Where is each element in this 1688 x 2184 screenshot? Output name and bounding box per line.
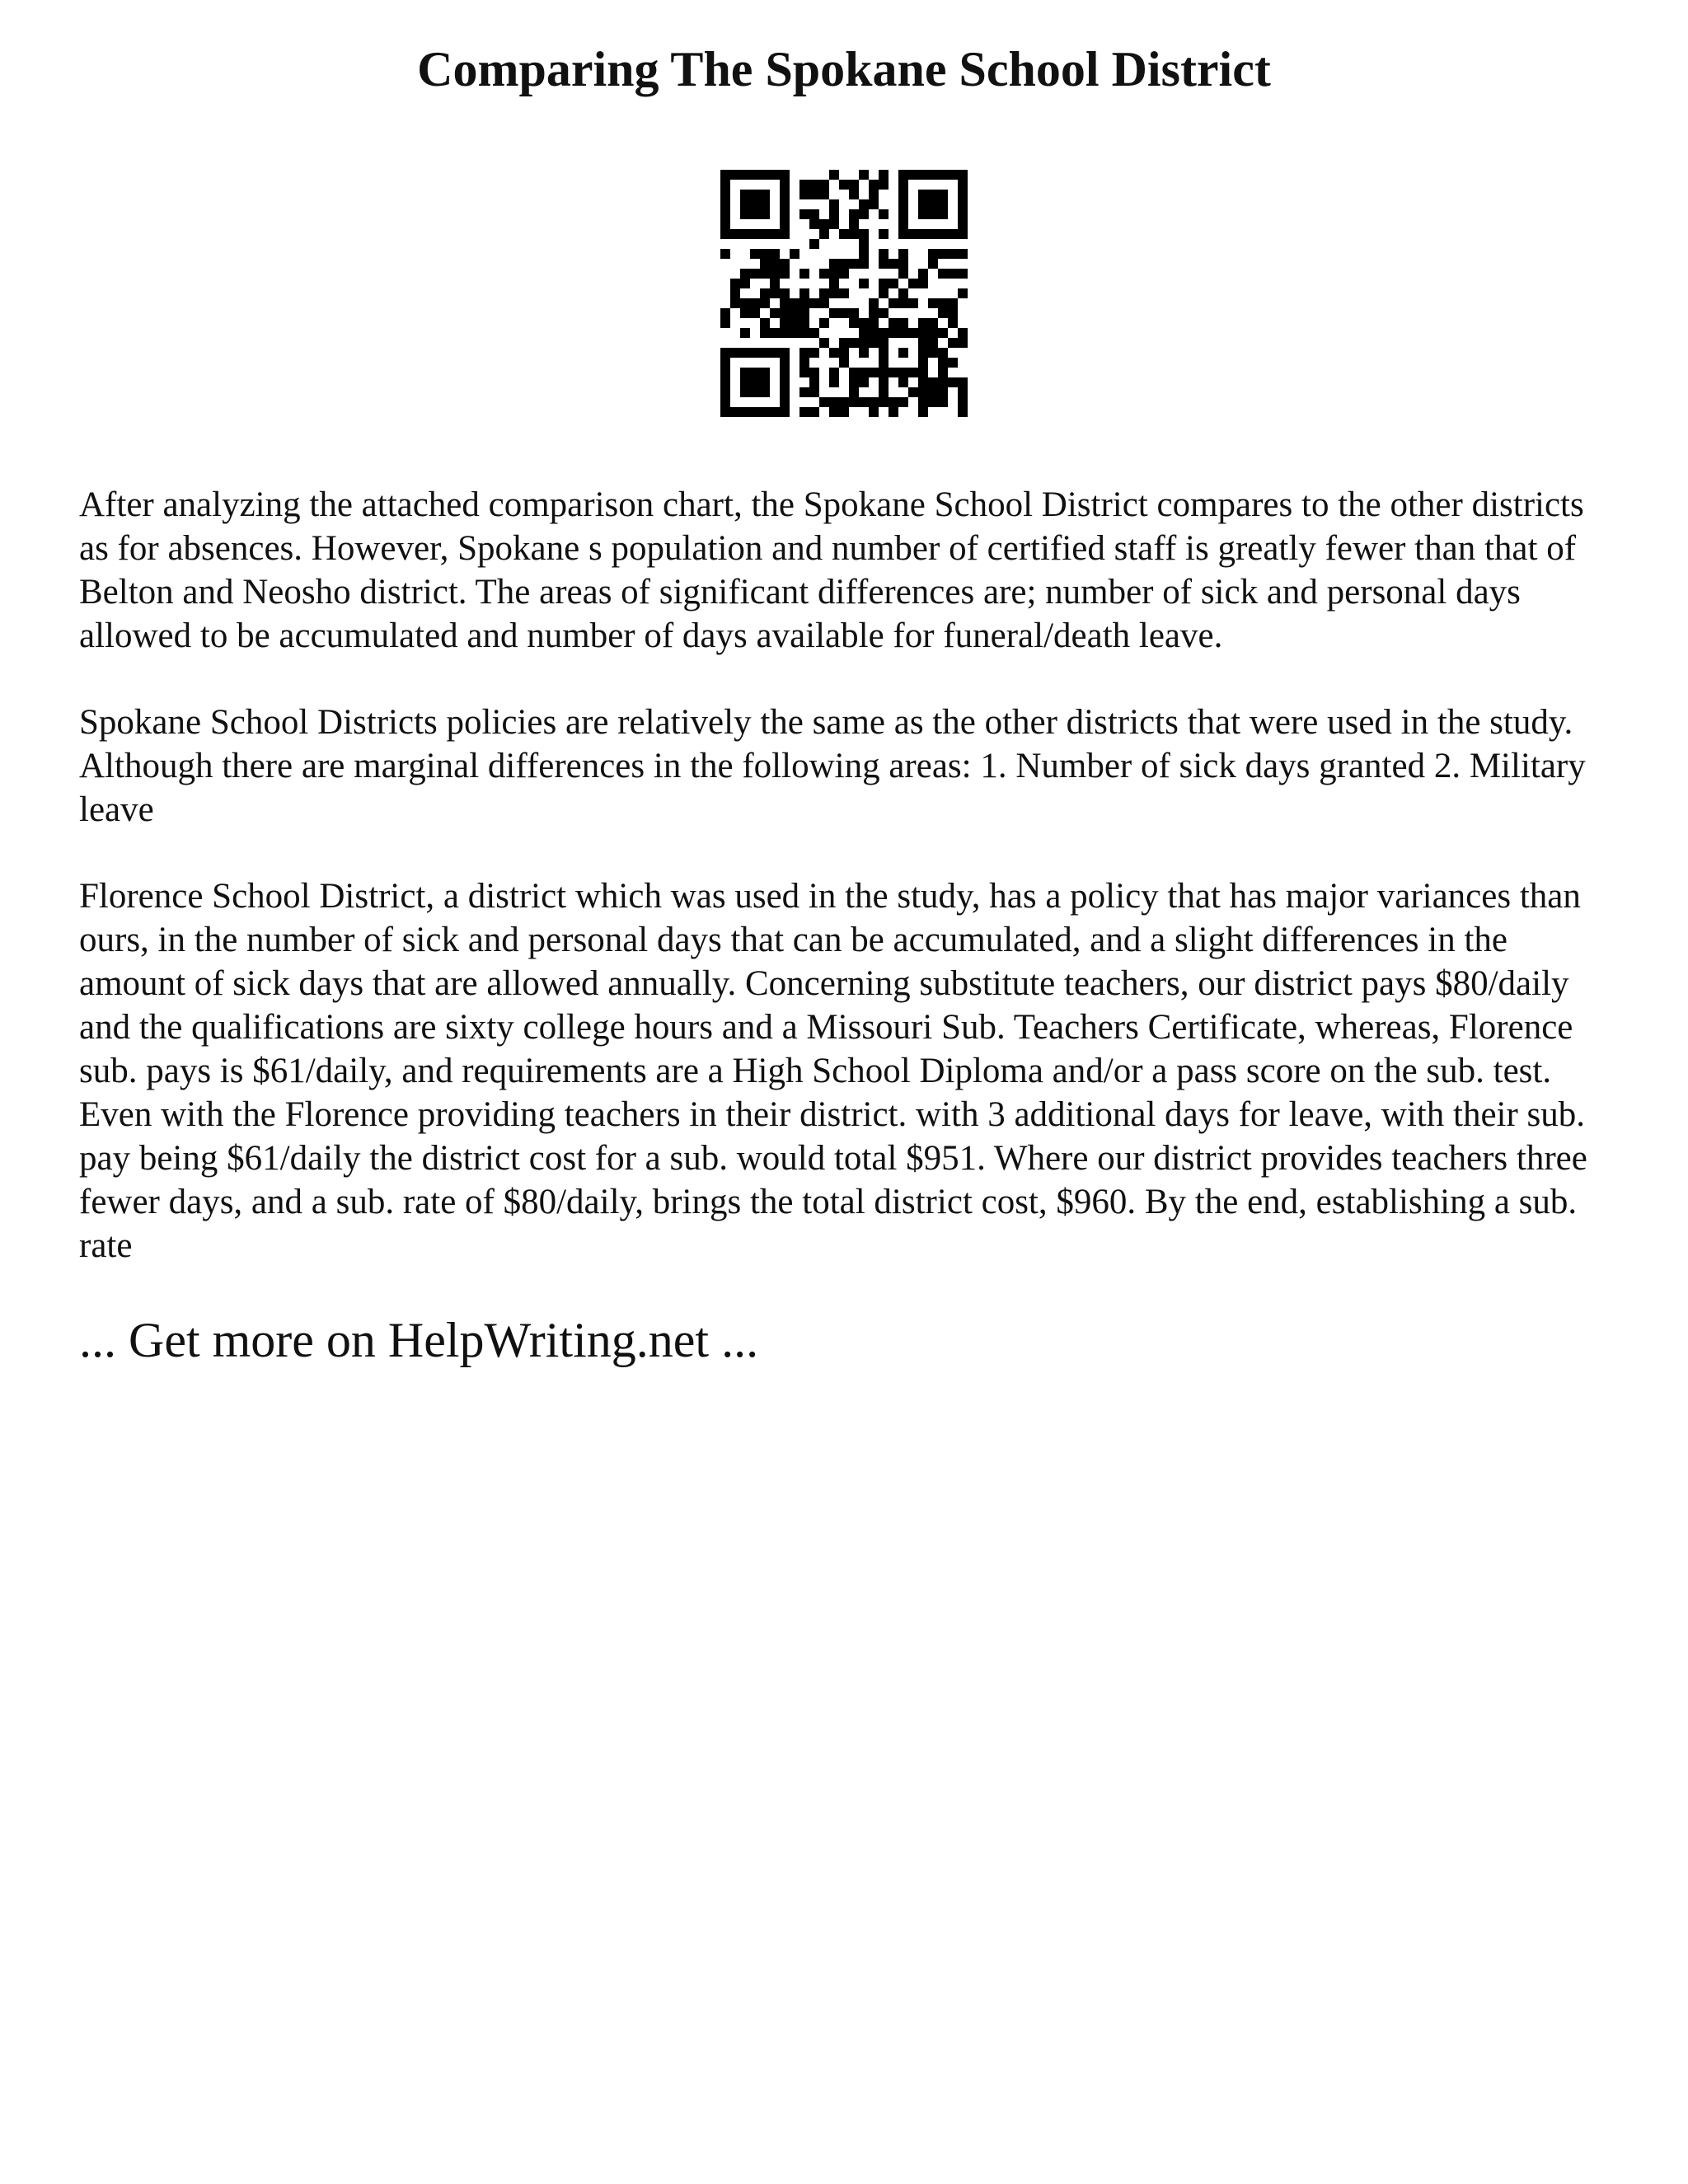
page-title: Comparing The Spokane School District xyxy=(417,42,1271,96)
paragraph-3: Florence School District, a district which was used in the study, has a policy that has major variances than ours, in the number of sick and personal days that can be accumulated, and a slight differences in the amount of sick days that are allowed annually. Concerning substitute teachers, our district pays $80/daily and the qualifications are sixty college hours and a Missouri Sub. Teachers Certificate, whereas, Florence sub. pays is $61/daily, and requirements are a High School Diploma and/or a pass score on the sub. test. Even with the Florence providing teachers in their district. with 3 additional days for leave, with their sub. pay being $61/daily the district cost for a sub. would total $951. Where our district provides teachers three fewer days, and a sub. rate of $80/daily, brings the total district cost, $960. By the end, establishing a sub. rate xyxy=(79,877,1587,1265)
paragraph-2: Spokane School Districts policies are relatively the same as the other districts that were used in the study. Although there are marginal differences in the following areas: 1. Number of sick days granted 2. Military leave xyxy=(79,703,1586,829)
paragraph-1: After analyzing the attached comparison chart, the Spokane School District compares to the other districts as for absences. However, Spokane s population and number of certified staff is greatly fewer than that of Belton and Neosho district. The areas of significant differences are; number of sick and personal days allowed to be accumulated and number of days available for funeral/death leave. xyxy=(79,485,1584,655)
get-more-link[interactable]: ... Get more on HelpWriting.net ... xyxy=(79,1313,759,1367)
article-body xyxy=(79,483,1620,1370)
qr-code-icon xyxy=(720,170,968,417)
